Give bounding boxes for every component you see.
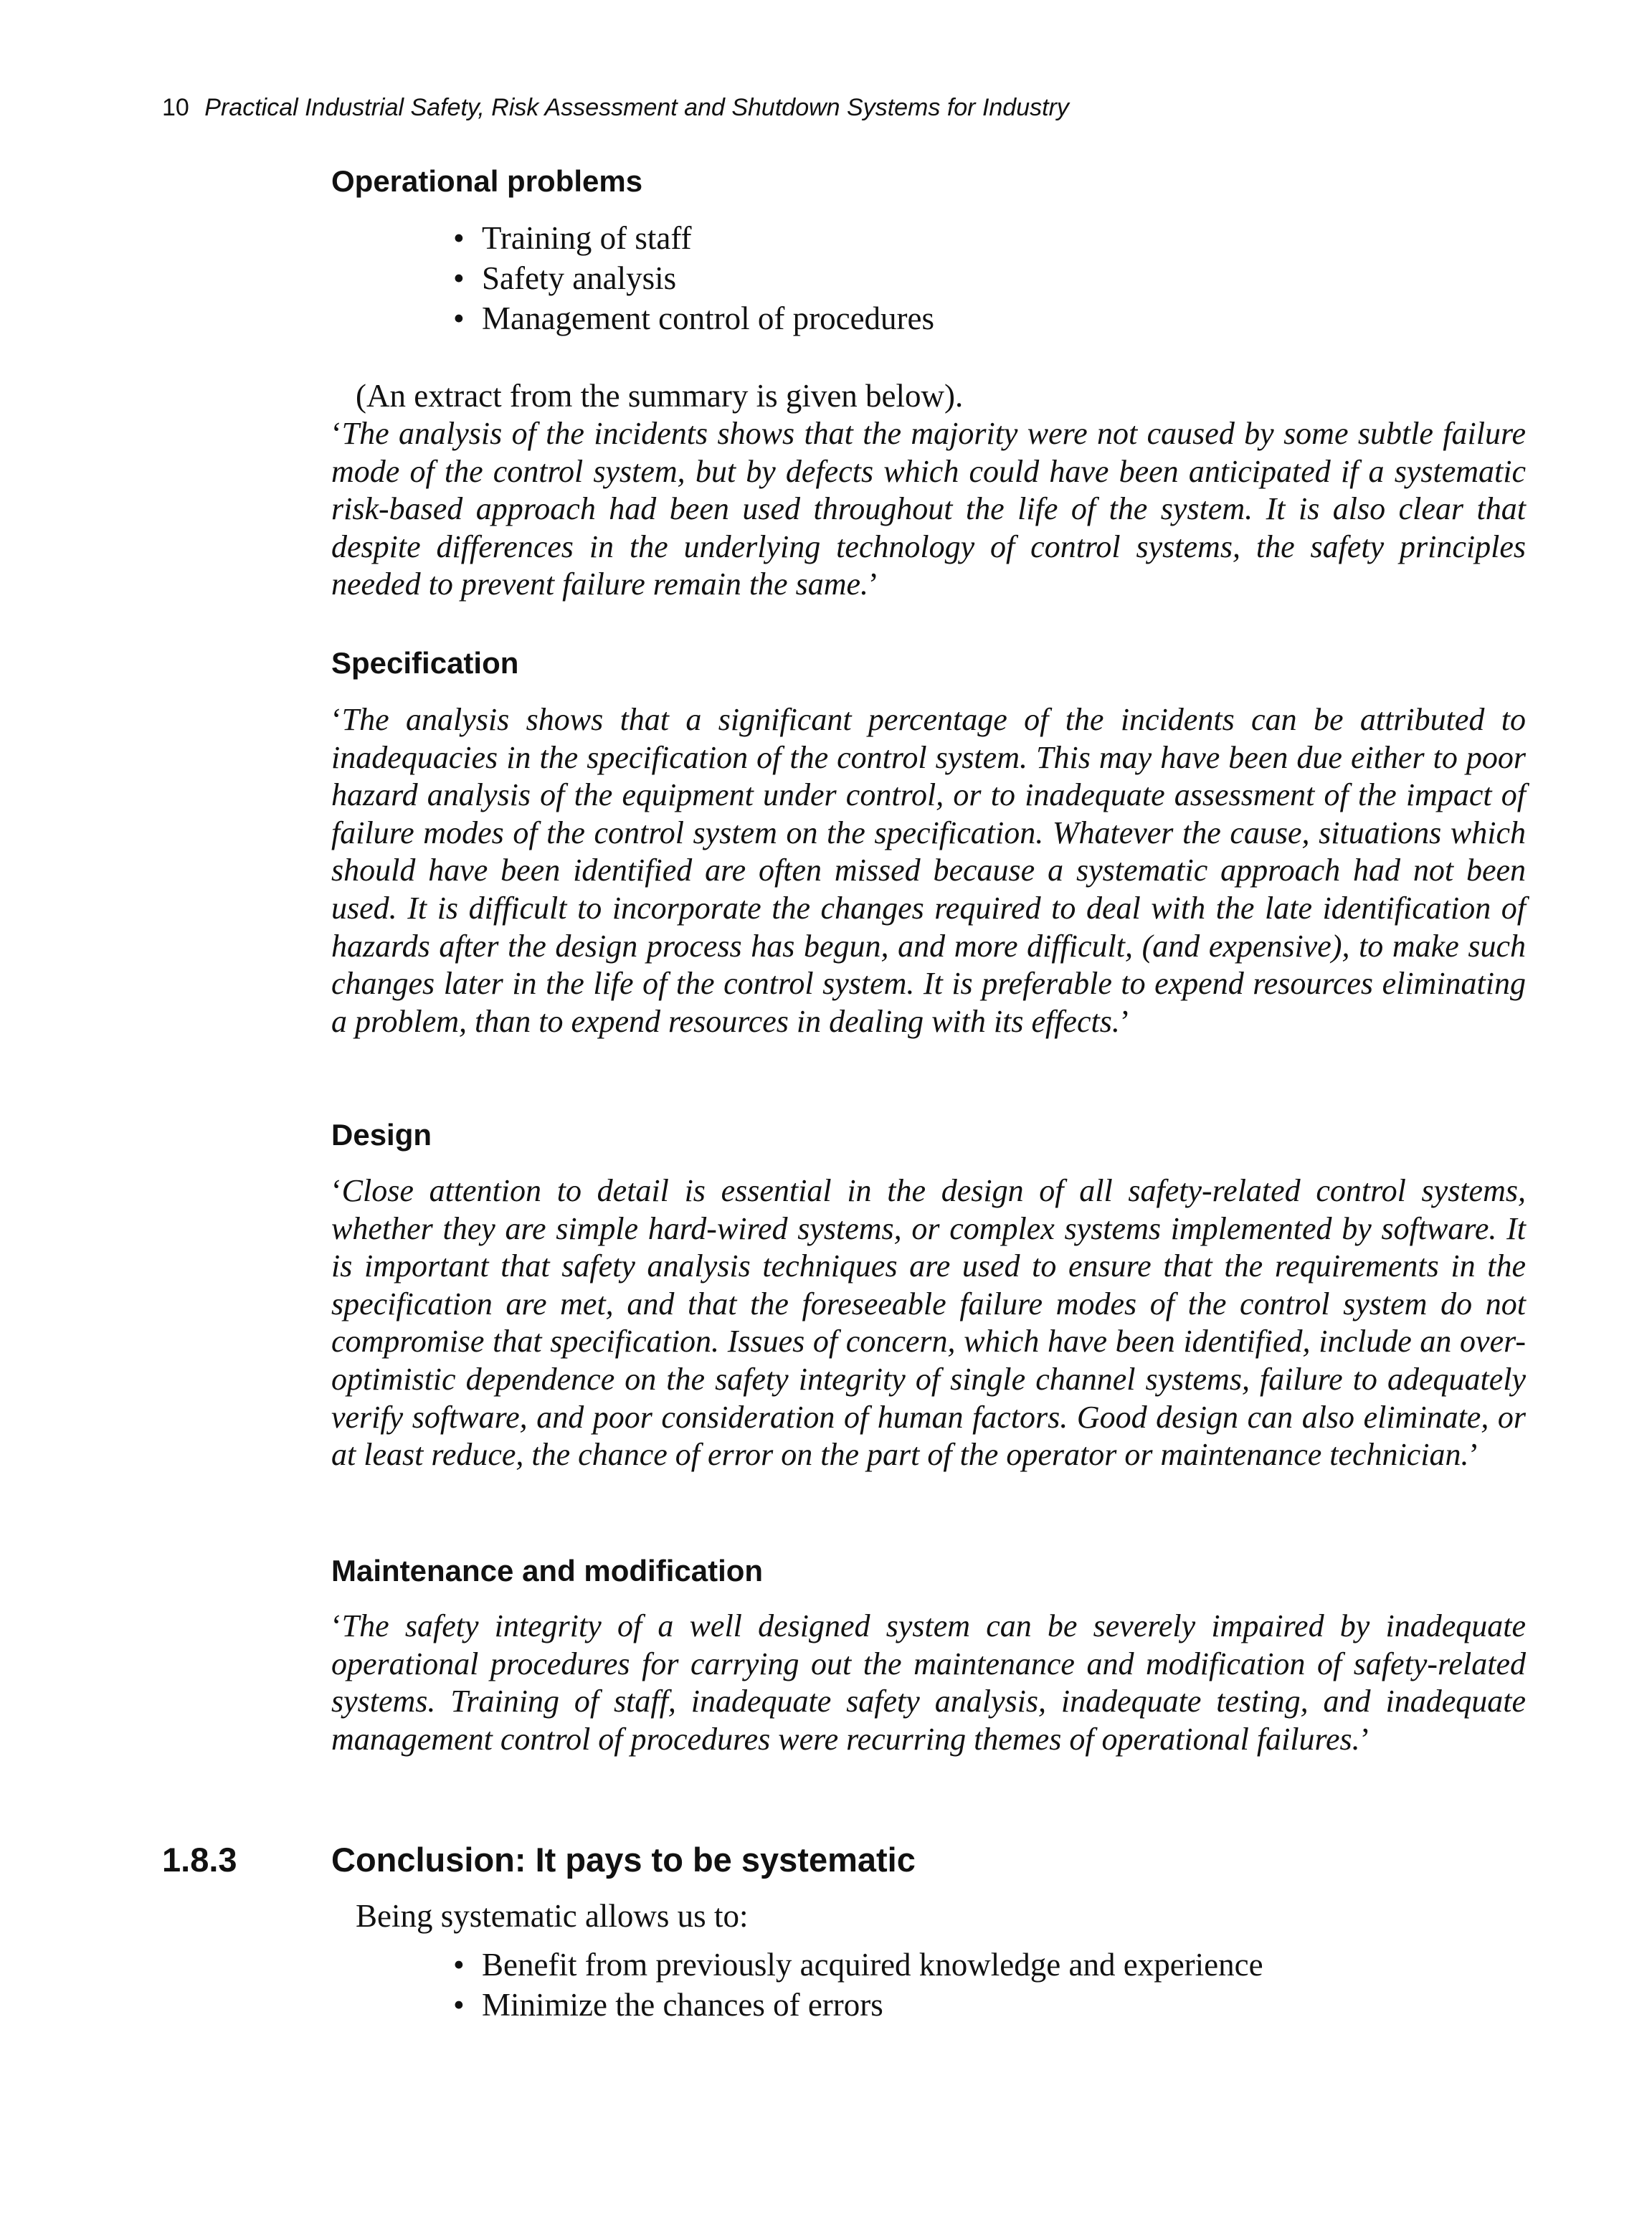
specification-quote — [331, 701, 1526, 1040]
quote-open-mark: ‘ — [331, 416, 342, 451]
extract-intro: (An extract from the summary is given below). — [356, 378, 964, 414]
section-heading-conclusion — [162, 1840, 1524, 1880]
list-item: • Safety analysis — [456, 258, 934, 298]
conclusion-intro: Being systematic allows us to: — [356, 1898, 749, 1934]
list-item: • Benefit from previously acquired knowledge and experience — [456, 1945, 1263, 1985]
list-item: • Training of staff — [456, 218, 934, 258]
quote-close-mark: ’ — [1468, 1437, 1480, 1473]
maintenance-quote — [331, 1608, 1526, 1758]
quote-close-mark: ’ — [1119, 1003, 1131, 1039]
quote-text: The analysis of the incidents shows that the majority were not caused by some subtle failure mode of the control system, but by defects which could have been anticipated if a systematic risk-based approach had been used throughout the life of the system. It is also clear that despite differences in the underlying technology of control systems, the safety principles needed to prevent failure remain the same. — [331, 416, 1526, 602]
section-number: 1.8.3 — [162, 1841, 237, 1879]
quote-close-mark: ’ — [868, 566, 879, 602]
conclusion-list — [456, 1945, 1263, 2025]
operational-problems-quote — [331, 415, 1526, 604]
quote-open-mark: ‘ — [331, 702, 342, 737]
running-header — [162, 93, 1069, 122]
quote-text: The safety integrity of a well designed system can be severely impaired by inadequate operational procedures for carrying out the maintenance and modification of safety-related systems. Training of staff, inadequate safety analysis, inadequate testing, and inadequate management control of procedures were recurring themes of operational failures. — [331, 1608, 1526, 1757]
design-quote — [331, 1172, 1526, 1474]
heading-design: Design — [331, 1118, 432, 1152]
quote-text: The analysis shows that a significant percentage of the incidents can be attributed to inadequacies in the specification of the control system. This may have been due either to poor hazard analysis of the equipment under control, or to inadequate assessment of the impact of failure modes of the control system on the specification. Whatever the cause, situations which should have been identified are often missed because a systematic approach had not been used. It is difficult to incorporate the changes required to deal with the late identification of hazards after the design process has begun, and more difficult, (and expensive), to make such changes later in the life of the control system. It is preferable to expend resources eliminating a problem, than to expend resources in dealing with its effects. — [331, 702, 1526, 1039]
quote-open-mark: ‘ — [331, 1608, 342, 1643]
page-number: 10 — [162, 94, 189, 121]
heading-operational-problems: Operational problems — [331, 164, 643, 198]
heading-maintenance-modification: Maintenance and modification — [331, 1554, 764, 1588]
list-item: • Minimize the chances of errors — [456, 1985, 1263, 2025]
quote-open-mark: ‘ — [331, 1173, 342, 1208]
operational-problems-list — [456, 218, 934, 338]
section-title: Conclusion: It pays to be systematic — [331, 1841, 916, 1879]
quote-close-mark: ’ — [1359, 1721, 1371, 1757]
list-item: • Management control of procedures — [456, 298, 934, 338]
book-title: Practical Industrial Safety, Risk Assessment and Shutdown Systems for Industry — [204, 94, 1069, 121]
quote-text: Close attention to detail is essential in the design of all safety-related control systems, whether they are simple hard-wired systems, or complex systems implemented by software. It is important that safety analysis techniques are used to ensure that the requirements in the specification are met, and that the foreseeable failure modes of the control system do not compromise that specification. Issues of concern, which have been identified, include an over-optimistic dependence on the safety integrity of single channel systems, failure to adequately verify software, and poor consideration of human factors. Good design can also eliminate, or at least reduce, the chance of error on the part of the operator or maintenance technician. — [331, 1173, 1526, 1473]
heading-specification: Specification — [331, 646, 519, 680]
